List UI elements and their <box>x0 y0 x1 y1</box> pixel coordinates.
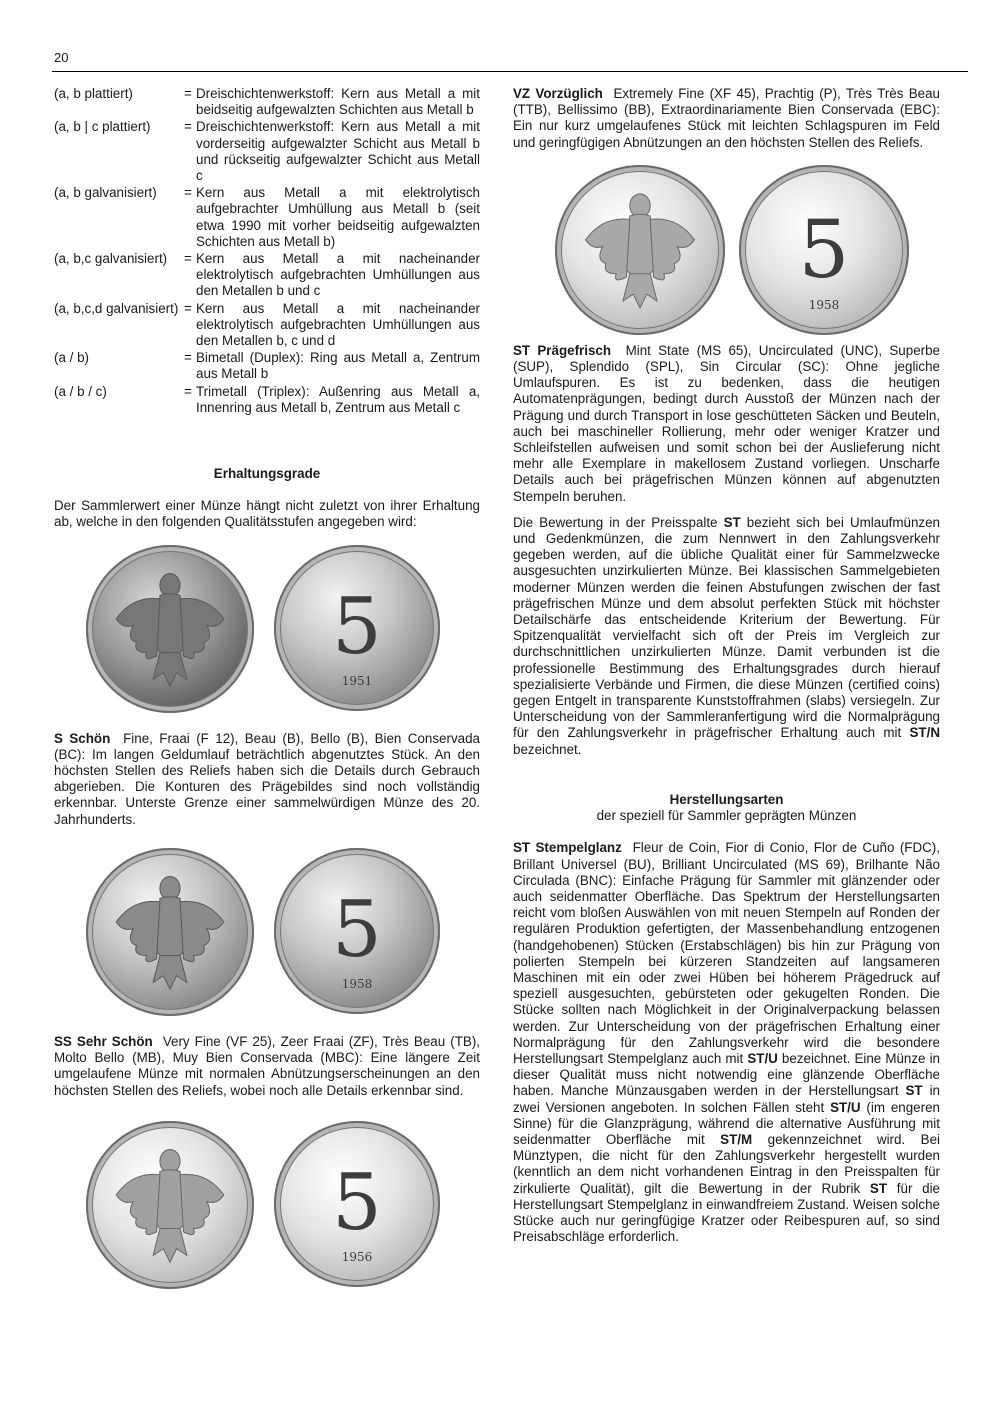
left-column <box>54 86 480 1297</box>
grade-term: ST Stempelglanz <box>513 840 622 856</box>
eagle-icon <box>86 545 254 713</box>
erhaltung-heading: Erhaltungsgrade <box>213 466 321 482</box>
material-key: (a, b plattiert) <box>54 86 133 101</box>
eagle-icon <box>86 848 254 1016</box>
bewertung-paragraph <box>513 515 940 758</box>
coin-year: 1956 <box>341 1249 373 1264</box>
grade-term: SS Sehr Schön <box>54 1033 153 1049</box>
coin-year: 1958 <box>808 297 840 312</box>
material-key: (a, b | c plattiert) <box>54 119 151 135</box>
material-value: Kern aus Metall a mit nacheinander elektrolytisch aufgebrachten Umhüllungen aus den Metallen b, c und d <box>196 300 480 349</box>
coin-value: 5 <box>332 1157 382 1248</box>
erhaltung-intro: Der Sammlerwert einer Münze hängt nicht zuletzt von ihrer Erhaltung ab, welche in den folgenden Qualitätsstufen angegeben wird: <box>54 498 480 530</box>
coin-value: 5 <box>332 581 382 672</box>
material-key: (a, b galvanisiert) <box>54 185 157 201</box>
material-key: (a / b) <box>54 350 89 366</box>
material-value: Dreischichtenwerkstoff: Kern aus Metall a mit beidseitig aufgewalzten Schichten aus Metall b <box>196 86 480 118</box>
material-key: (a, b,c,d galvanisiert) <box>54 300 179 316</box>
material-value: Bimetall (Duplex): Ring aus Metall a, Zentrum aus Metall b <box>196 350 480 382</box>
herstellung-subheading: der speziell für Sammler geprägten Münzen <box>596 808 857 824</box>
material-value: Kern aus Metall a mit elektrolytisch aufgebrachter Umhüllung aus Metall b (seit etwa 1990 mit vorher beidseitig aufgewalzten Schichten aus Metall b) <box>196 185 480 249</box>
bold-abbrev: ST <box>869 1180 888 1196</box>
coin-value-reverse <box>274 545 440 711</box>
material-key: (a, b,c galvanisiert) <box>54 251 168 267</box>
coin-value-reverse <box>274 1121 440 1287</box>
grade-s <box>54 731 480 828</box>
grade-text: Very Fine (VF 25), Zeer Fraai (ZF), Très Beau (TB), Molto Bello (MB), Muy Bien Conservada (MBC): Eine längere Zeit umgelaufene Münze mit normalen Abnützungserscheinungen an den höchsten Stellen des Reliefs, wobei noch alle Details erkennbar sind. <box>54 1033 480 1098</box>
equals-sign: = <box>184 185 192 201</box>
bold-abbrev: ST/M <box>720 1131 753 1147</box>
text-run: für die Herstellungsart Stempelglanz in einwandfreiem Zustand. Weisen solche Stücke auch nur geringfügige Kratzer oder Reibespuren auf, so sind Preisabschläge erforderlich. <box>513 1180 940 1245</box>
coin-eagle-obverse <box>86 1121 254 1289</box>
grade-ss <box>54 1034 480 1099</box>
eagle-icon <box>555 165 725 335</box>
bold-abbrev: ST/U <box>747 1050 778 1066</box>
coin-eagle-obverse <box>555 165 725 335</box>
herstellung-paragraph <box>513 840 940 1245</box>
coin-value-reverse <box>739 165 909 335</box>
grade-text: Extremely Fine (XF 45), Prachtig (P), Très Très Beau (TTB), Bellissimo (BB), Extraordinariamente Bien Conservada (EBC): Ein nur kurz umgelaufenes Stück mit leichten Schlagspuren im Feld und geringfügigen Abnützungen an den höchsten Stellen des Reliefs. <box>513 86 940 150</box>
coin-value: 5 <box>332 884 382 975</box>
grade-text: Fine, Fraai (F 12), Beau (B), Bello (B), Bien Conservada (BC): Im langen Geldumlauf beträchtlich abgenutztes Stück. An den höchsten Stellen des Reliefs haben sich die Details durch Gebrauch abgerieben. Die Konturen des Prägebildes sind noch vollständig erkennbar. Unterste Grenze einer sammelwürdigen Münze des 20. Jahrhunderts. <box>54 730 480 827</box>
grade-term: VZ Vorzüglich <box>513 86 603 101</box>
material-value: Dreischichtenwerkstoff: Kern aus Metall a mit vorderseitig aufgewalzter Schicht aus Metall b und rückseitig aufgewalzter Schicht aus Metall c <box>196 119 480 184</box>
bold-abbrev: ST/U <box>830 1099 861 1115</box>
text-run: gekennzeichnet wird. Bei Münztypen, die nicht für den Zahlungsverkehr hergestellt wurden (kenntlich an dem nicht vorhandenen Eintrag in den Preisspalten für zirkulierte Qualität), gilt die Bewertung in der Rubrik <box>513 1131 941 1196</box>
text-run: bezeichnet. Eine Münze in dieser Qualität muss nicht notwendig eine glänzende Oberfläche haben. Manche Münzausgaben werden in der Herstellungsart <box>513 1050 940 1099</box>
equals-sign: = <box>184 300 192 316</box>
text-run: Die Bewertung in der Preisspalte <box>513 514 724 530</box>
equals-sign: = <box>184 119 192 135</box>
coin-row-s <box>54 539 480 719</box>
material-value: Kern aus Metall a mit nacheinander elektrolytisch aufgebrachten Umhüllungen aus den Metallen b und c <box>196 251 480 299</box>
grade-text: Mint State (MS 65), Uncirculated (UNC), Superbe (SUP), Splendido (SPL), Sin Circular (SC): Ohne jegliche Umlaufspuren. Es ist zu bedenken, dass die heutigen Automatenprägungen, bedingt durch Ausstoß der Münzen nach der Prägung und durch Transport in lose geschütteten Säcken und Beuteln, auch bei maschineller Rollierung, mehr oder weniger Kratzer und Schleifstellen aufweisen und somit schon bei der Auslieferung nicht mehr alle Exemplare in makellosem Zustand vorliegen. Unscharfe Details auch bei prägefrischen Münzen können auf abgenutzten Stempeln beruhen. <box>513 342 940 504</box>
header-rule <box>52 71 968 72</box>
equals-sign: = <box>184 383 192 399</box>
coin-year: 1951 <box>341 673 373 688</box>
material-key: (a / b / c) <box>54 383 107 399</box>
right-column <box>513 86 940 1245</box>
equals-sign: = <box>184 251 192 267</box>
text-run: in zwei Versionen angeboten. In solchen Fällen steht <box>513 1083 940 1115</box>
coin-eagle-obverse <box>86 545 254 713</box>
grade-term: ST Prägefrisch <box>513 342 612 358</box>
text-run: bezeichnet. <box>513 741 582 757</box>
coin-row-vz-images <box>54 1117 480 1297</box>
coin-value-reverse <box>274 848 440 1014</box>
coin-row-ss <box>54 842 480 1022</box>
material-value: Trimetall (Triplex): Außenring aus Metall a, Innenring aus Metall b, Zentrum aus Metall c <box>196 383 480 415</box>
grade-st <box>513 343 940 505</box>
coin-row-vz <box>513 159 940 337</box>
herstellung-heading: Herstellungsarten <box>669 791 784 807</box>
equals-sign: = <box>184 350 192 366</box>
coin-year: 1958 <box>341 976 373 991</box>
materials-list <box>54 86 480 416</box>
text-run: bezieht sich bei Umlaufmünzen und Gedenkmünzen, die zum Nennwert in den Zahlungsverkehr gegeben werden, auf die übliche Qualität einer für Sammelzwecke ausgesuchten unzirkulierten Münze. Bei klassischen Sammelgebieten moderner Münzen werden die feinen Abstufungen zwischen der fast prägefrischen Münze und dem absolut perfekten Stück mit höchster Detailschärfe das entscheidende Kriterium der Bewertung. Für Spitzenqualität vervielfacht sich oft der Preis im Vergleich zur durchschnittlichen unzirkulierten Münze. Damit verbunden ist die professionelle Bestimmung des Erhaltungsgrades durch hierauf spezialisierte Verbände und Firmen, die diese Münzen (certified coins) gegen Entgelt in transparente Kunststoffrahmen (slabs) versiegeln. Zur Unterscheidung von der Sammleranfertigung wird die Normalprägung für den Zahlungsverkehr in prägefrischer Erhaltung auch mit <box>513 514 941 741</box>
bold-abbrev: ST <box>905 1083 923 1099</box>
coin-value: 5 <box>798 202 850 296</box>
equals-sign: = <box>184 86 192 101</box>
grade-vz <box>513 86 940 151</box>
page-number: 20 <box>54 50 69 65</box>
grade-term: S Schön <box>54 730 111 746</box>
eagle-icon <box>86 1121 254 1289</box>
text-run: (im engeren Sinne) für die Glanzprägung, während die alternative Ausführung mit seidenmatter Oberfläche mit <box>513 1099 940 1147</box>
bold-abbrev: ST/N <box>909 725 940 741</box>
coin-eagle-obverse <box>86 848 254 1016</box>
bold-abbrev: ST <box>723 514 741 530</box>
text-run: Fleur de Coin, Fior di Conio, Flor de Cuño (FDC), Brillant Universel (BU), Brilliant Uncirculated (MS 69), Brilhante Não Circulada (BNC): Einfache Prägung für Sammler mit glänzender oder auch seidenmatter Oberfläche. Das Spektrum der Herstellungsarten reicht vom bloßen Auswählen von mit neuen Stempeln auf Ronden der regulären Produktion gefertigten, der Massenbehandlung entzogenen (handgehobenen) Stücken (Erstabschlägen) bis hin zur Prägung von polierten Stempeln bei kürzeren Standzeiten auf langsameren Maschinen mit ein oder zwei Hüben bei höherem Prägedruck auf speziell ausgesuchten, gebürsteten oder gekugelten Ronden. Die Stücke sollten nach Möglichkeit in der Originalverpackung belassen werden. Zur Unterscheidung von der prägefrischen Erhaltung einer Normalprägung für den Zahlungsverkehr wird die besondere Herstellungsart Stempelglanz auch mit <box>513 840 940 1066</box>
